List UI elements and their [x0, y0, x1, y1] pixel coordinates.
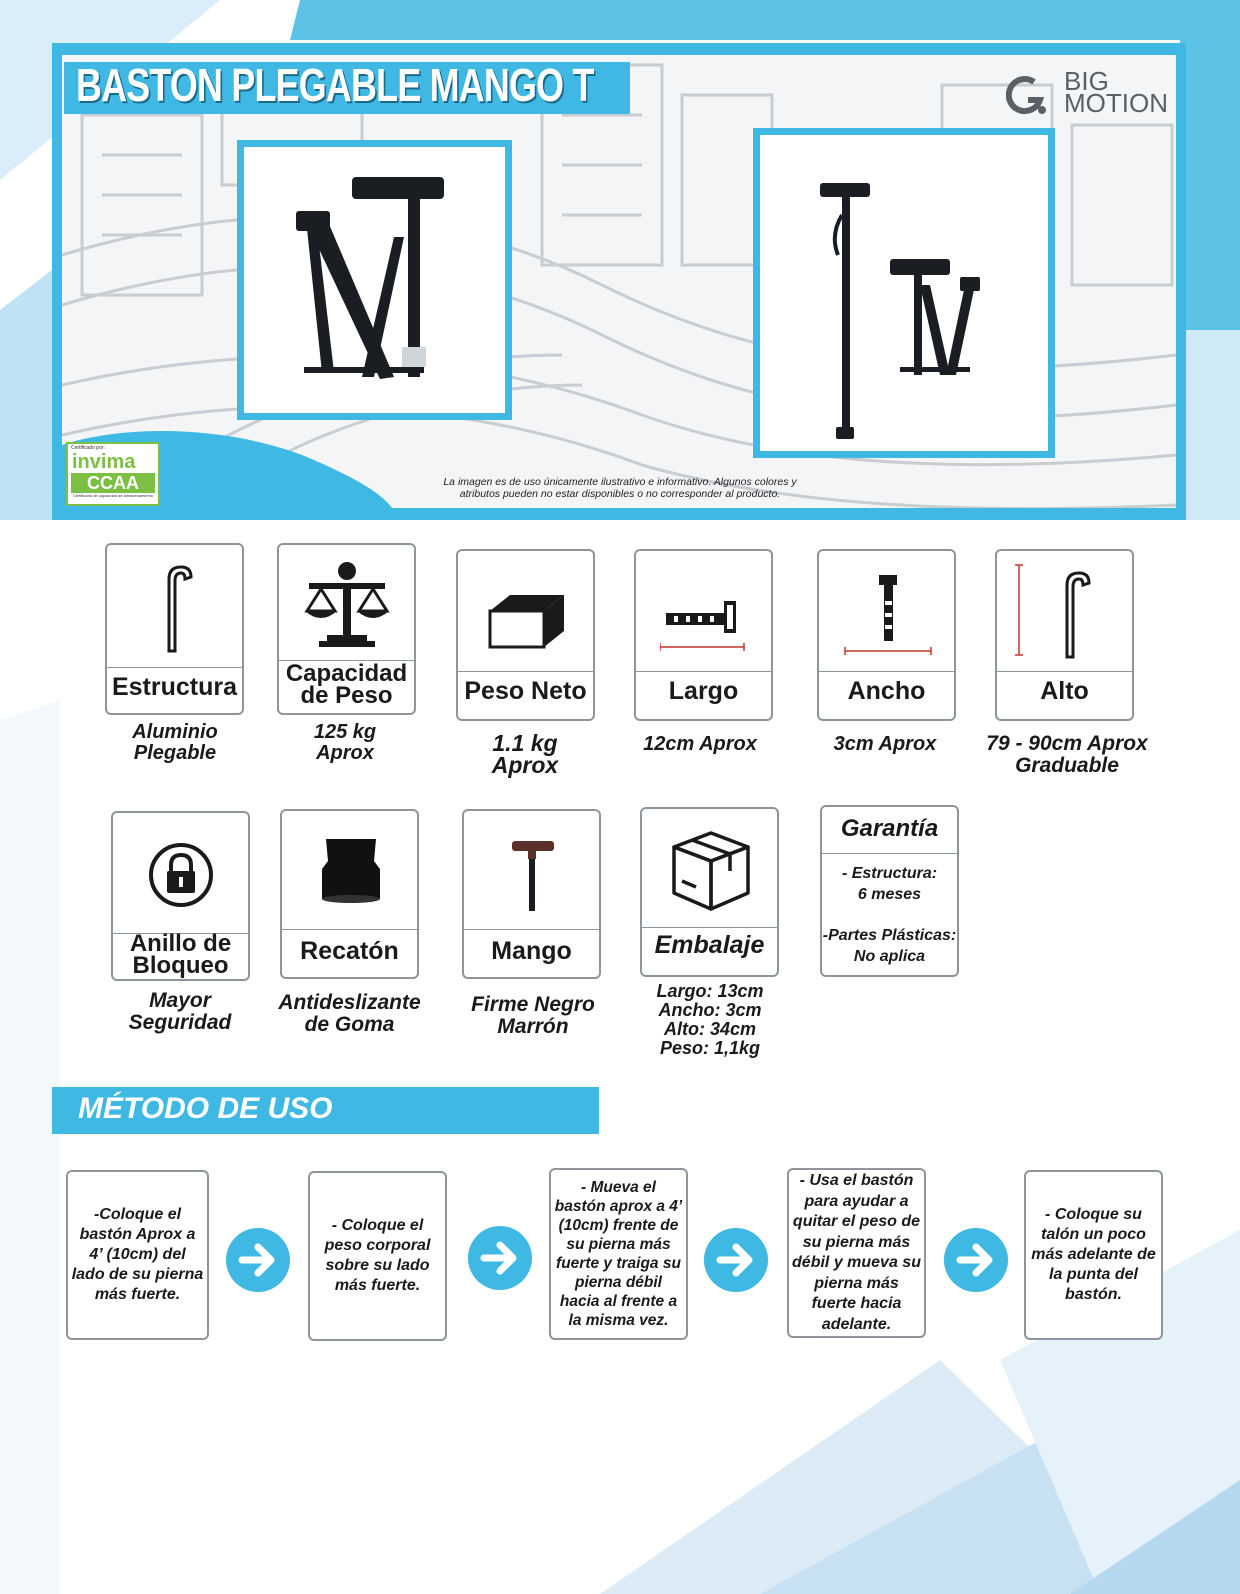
- lock-icon: [147, 841, 215, 909]
- metodo-step-4: - Usa el bastón para ayudar a quitar el peso de su pierna más débil y mueva su pierna más fuerte hacia adelante.: [787, 1168, 926, 1338]
- spec-value-embalaje: [620, 982, 800, 1058]
- spec-card-largo: [634, 549, 773, 721]
- spec-value-estructura-1: Aluminio: [132, 721, 218, 743]
- spec-value-embalaje-ancho: Ancho: 3cm: [658, 1000, 762, 1020]
- arrow-right-icon: [226, 1228, 290, 1292]
- garantia-line-3: -Partes Plásticas:: [822, 927, 957, 944]
- spec-value-embalaje-alto: Alto: 34cm: [663, 1019, 757, 1039]
- spec-value-estructura: [100, 722, 250, 764]
- height-icon: [1011, 561, 1101, 661]
- invima-ccaa-badge: [66, 442, 160, 506]
- spec-card-alto: [995, 549, 1134, 721]
- spec-card-estructura: [105, 543, 244, 715]
- package-icon: [670, 827, 752, 915]
- spec-value-mango-2: Marrón: [497, 1015, 569, 1038]
- spec-value-capacidad: [270, 722, 420, 764]
- spec-value-alto: [972, 733, 1162, 777]
- spec-label-largo: Largo: [668, 677, 739, 705]
- spec-value-recaton: [262, 992, 437, 1036]
- handle-icon: [508, 833, 558, 913]
- spec-label-mango: Mango: [491, 937, 572, 965]
- spec-card-recaton: [280, 809, 419, 979]
- scale-icon: [301, 559, 393, 649]
- spec-label-peso-neto: Peso Neto: [464, 677, 587, 705]
- arrow-right-icon: [704, 1228, 768, 1292]
- spec-card-mango: [462, 809, 601, 979]
- spec-value-peso-neto-1: 1.1 kg: [492, 730, 558, 756]
- box-icon: [484, 591, 570, 651]
- spec-label-anillo-1: Anillo de: [129, 930, 232, 957]
- spec-label-anillo-2: Bloqueo: [132, 952, 229, 979]
- badge-top-text: Certificado por:: [71, 445, 105, 451]
- spec-label-capacidad-1: Capacidad: [285, 660, 408, 687]
- garantia-line-1: - Estructura:: [841, 865, 938, 882]
- spec-card-ancho: [817, 549, 956, 721]
- spec-value-anillo: [104, 990, 256, 1034]
- metodo-step-3: - Mueva el bastón aprox a 4’ (10cm) frente de su pierna más fuerte y traiga su pierna débil hacia al frente a la misma vez.: [549, 1168, 688, 1340]
- disclaimer-line-1: La imagen es de uso únicamente ilustrativo e informativo. Algunos colores y: [443, 476, 797, 488]
- metodo-step-5: - Coloque su talón un poco más adelante de la punta del bastón.: [1024, 1170, 1163, 1340]
- spec-value-estructura-2: Plegable: [133, 742, 217, 764]
- wheelchair-g-logo-icon: [1006, 72, 1046, 116]
- spec-label-capacidad-2: de Peso: [300, 682, 393, 709]
- spec-label-capacidad: [279, 660, 414, 709]
- garantia-body: [822, 863, 957, 967]
- spec-card-capacidad: [277, 543, 416, 715]
- spec-label-recaton: Recatón: [300, 937, 399, 965]
- spec-value-largo: 12cm Aprox: [643, 733, 757, 755]
- spec-value-alto-2: Graduable: [1015, 754, 1119, 777]
- garantia-line-2: 6 meses: [857, 886, 922, 903]
- spec-value-recaton-1: Antideslizante: [278, 991, 421, 1014]
- page-title: BASTON PLEGABLE MANGO T: [76, 59, 594, 111]
- metodo-step-1: -Coloque el bastón Aprox a 4’ (10cm) del lado de su pierna más fuerte.: [66, 1170, 209, 1340]
- logo-line-2: MOTION: [1064, 88, 1168, 118]
- spec-value-capacidad-2: Aprox: [316, 742, 374, 764]
- logo-line-1: BIG: [1064, 66, 1109, 96]
- spec-value-anillo-1: Mayor: [149, 989, 211, 1012]
- badge-brand: invima: [72, 451, 136, 473]
- product-photo-extended: [753, 128, 1055, 458]
- metodo-step-2: - Coloque el peso corporal sobre su lado más fuerte.: [308, 1171, 447, 1341]
- spec-card-anillo: [111, 811, 250, 981]
- spec-value-peso-neto: [450, 732, 600, 776]
- spec-value-embalaje-peso: Peso: 1,1kg: [659, 1038, 761, 1058]
- garantia-card: [820, 805, 959, 977]
- cane-icon: [155, 563, 195, 653]
- metodo-title: MÉTODO DE USO: [78, 1092, 333, 1125]
- disclaimer: [420, 476, 820, 500]
- badge-code: CCAA: [71, 473, 155, 493]
- arrow-right-icon: [944, 1228, 1008, 1292]
- rubber-tip-icon: [316, 833, 386, 905]
- garantia-title: Garantía: [840, 815, 939, 842]
- width-icon: [841, 571, 935, 657]
- spec-card-peso-neto: [456, 549, 595, 721]
- spec-label-alto: Alto: [1040, 677, 1089, 705]
- spec-value-ancho: 3cm Aprox: [833, 733, 937, 755]
- spec-value-alto-1: 79 - 90cm Aprox: [986, 732, 1148, 755]
- spec-value-anillo-2: Seguridad: [128, 1011, 232, 1034]
- spec-label-embalaje: Embalaje: [654, 931, 765, 959]
- folded-cane-image: [244, 147, 505, 413]
- arrow-right-icon: [468, 1226, 532, 1290]
- spec-value-embalaje-largo: Largo: 13cm: [656, 981, 764, 1001]
- extended-cane-image: [760, 135, 1048, 451]
- spec-value-recaton-2: de Goma: [304, 1013, 395, 1036]
- garantia-line-4: No aplica: [853, 948, 926, 965]
- spec-value-capacidad-1: 125 kg: [313, 721, 377, 743]
- badge-bottom-text: Certificado de capacidad de almacenamiento: [72, 493, 154, 498]
- spec-label-ancho: Ancho: [847, 677, 926, 705]
- product-photo-folded: [237, 140, 512, 420]
- spec-value-peso-neto-2: Aprox: [491, 752, 559, 778]
- length-icon: [660, 595, 750, 655]
- spec-value-mango-1: Firme Negro: [471, 993, 595, 1016]
- spec-value-mango: [448, 994, 618, 1038]
- disclaimer-line-2: atributos pueden no estar disponibles o no corresponder al producto.: [459, 488, 781, 500]
- spec-label-anillo: [113, 930, 248, 979]
- spec-label-estructura: Estructura: [111, 673, 238, 701]
- spec-card-embalaje: [640, 807, 779, 977]
